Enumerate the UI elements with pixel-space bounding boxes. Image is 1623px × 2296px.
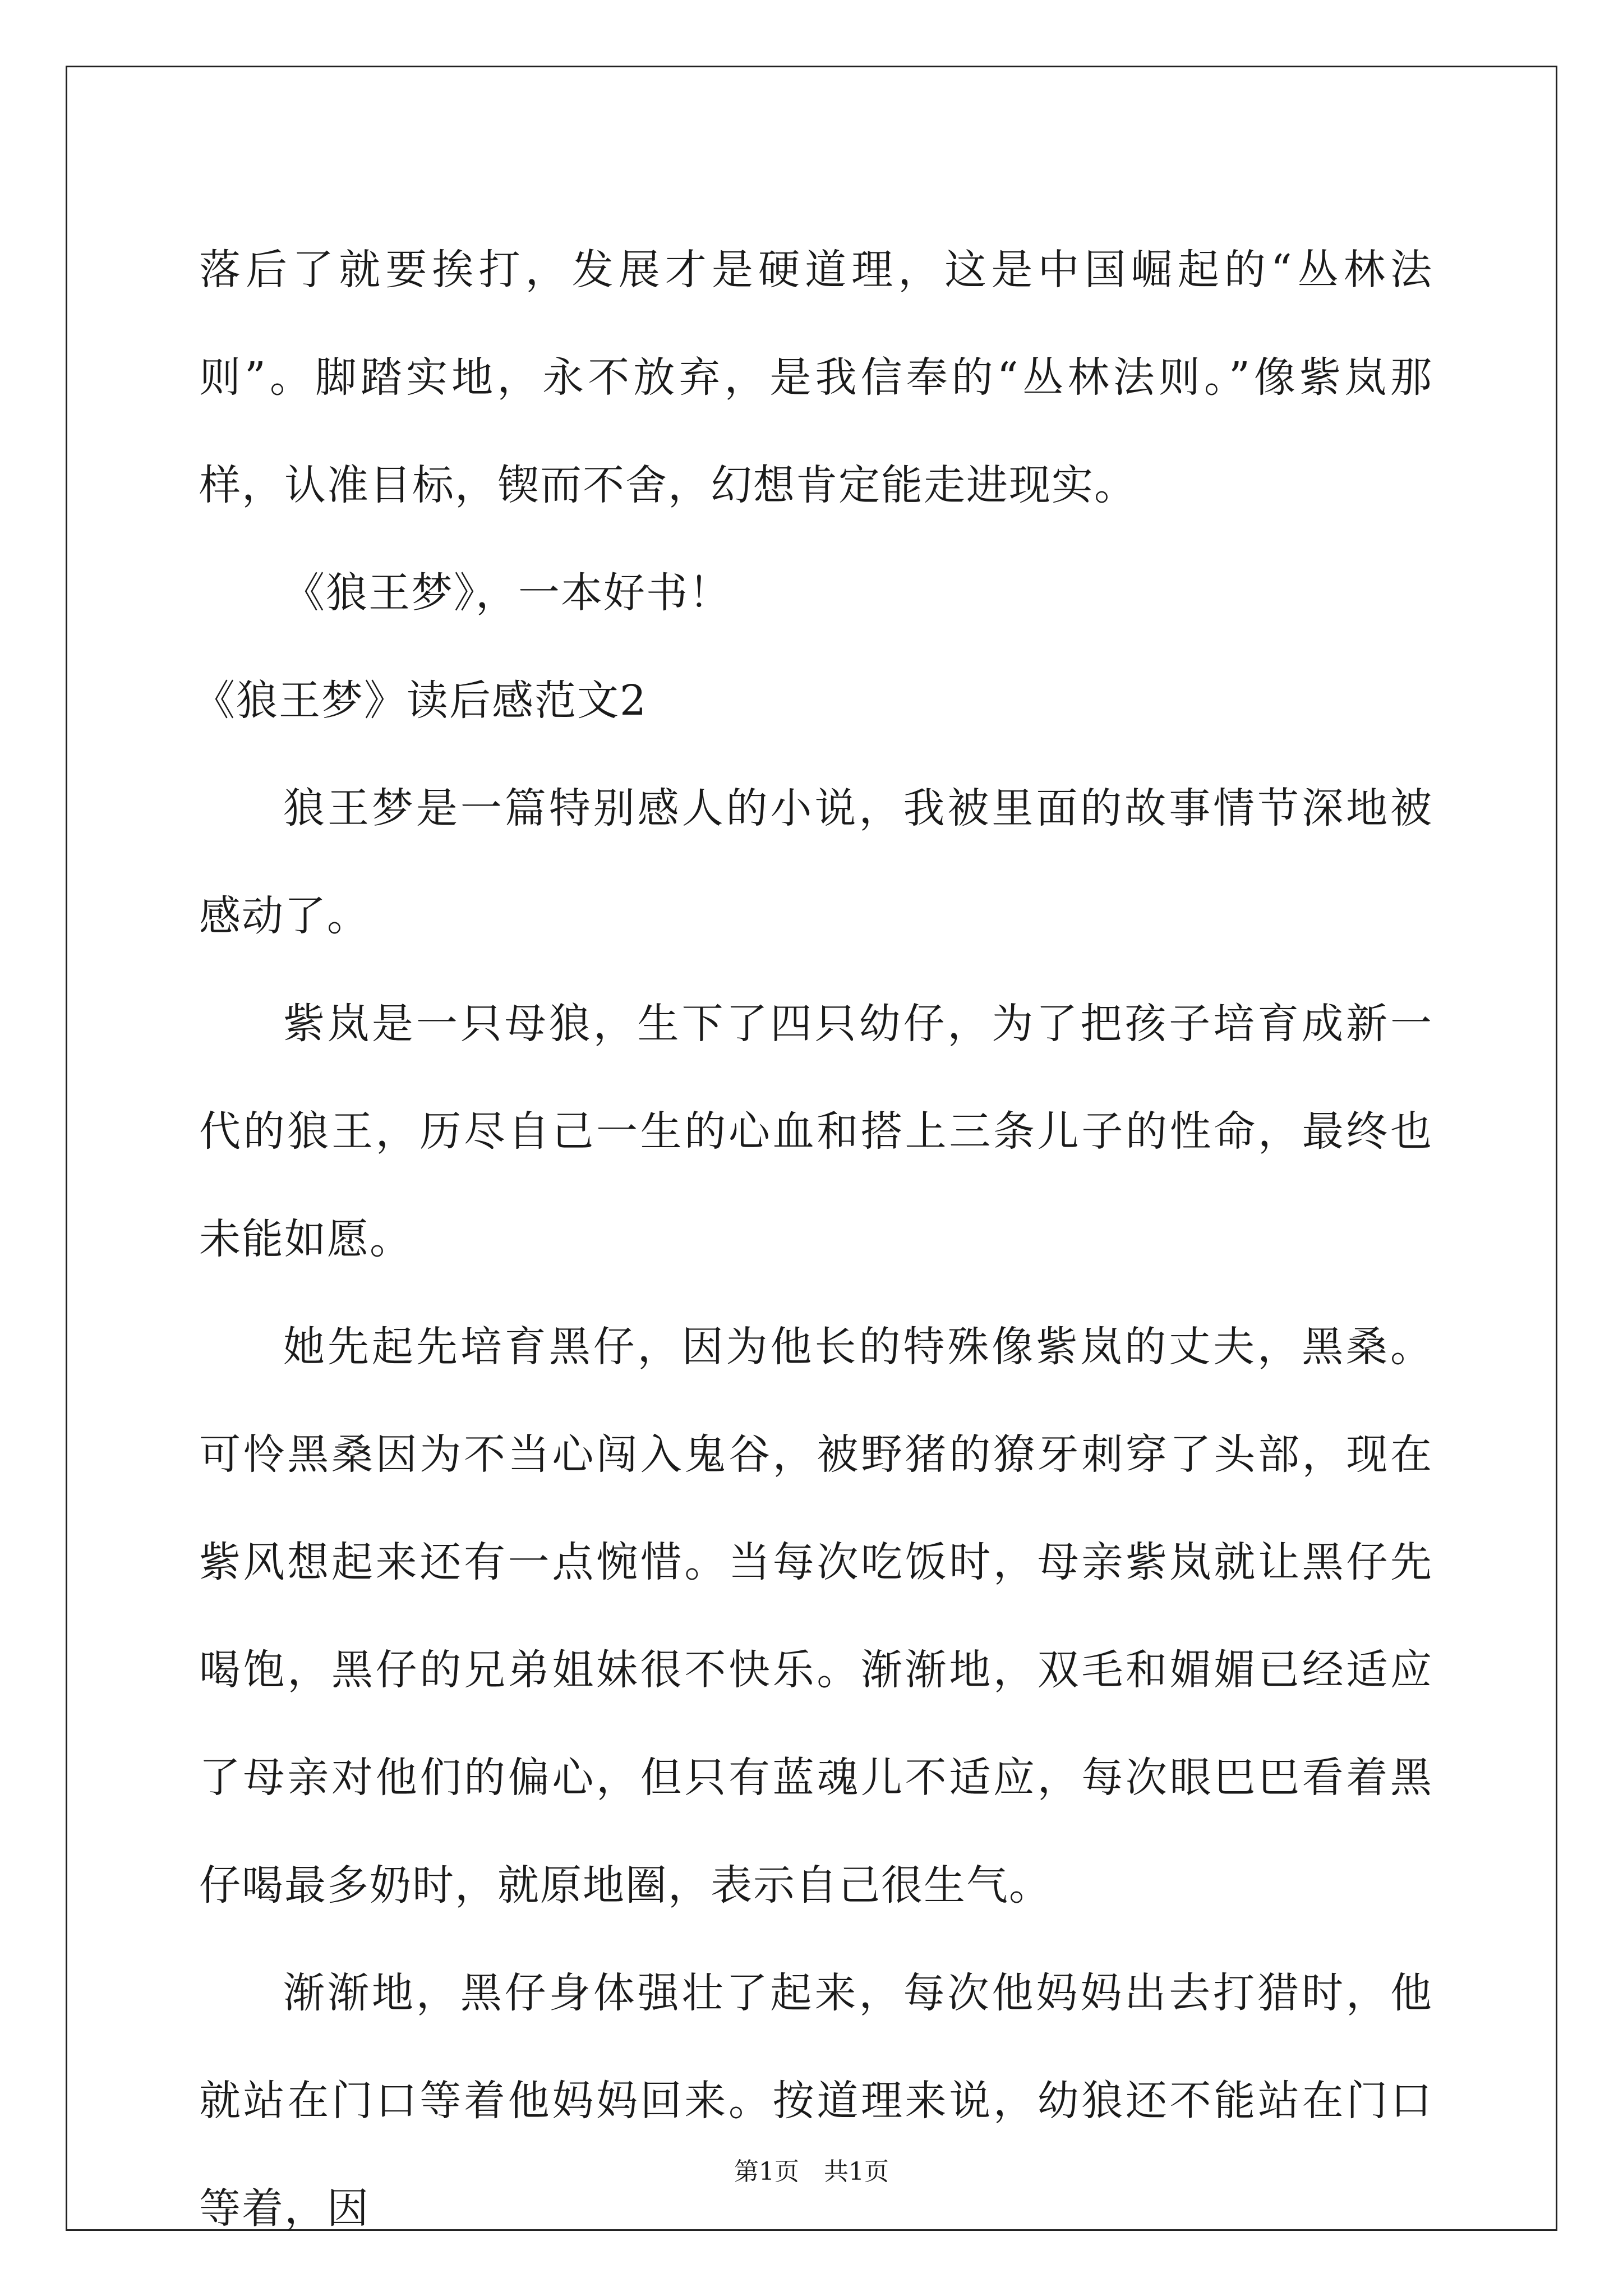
paragraph-5: 她先起先培育黑仔，因为他长的特殊像紫岚的丈夫，黑桑。可怜黑桑因为不当心闯入鬼谷，被野猪的獠牙刺穿了头部，现在紫风想起来还有一点惋惜。当每次吃饭时，母亲紫岚就让黑仔先喝饱，黑仔的兄弟姐妹很不快乐。渐渐地，双毛和媚媚已经适应了母亲对他们的偏心，但只有蓝魂儿不适应，每次眼巴巴看着黑仔喝最多奶时，就原地圈，表示自己很生气。 [199, 1323, 1433, 1910]
document-body [193, 216, 1433, 2262]
paragraph-3: 狼王梦是一篇特别感人的小说，我被里面的故事情节深地被感动了。 [199, 784, 1433, 940]
paragraph-6: 渐渐地，黑仔身体强壮了起来，每次他妈妈出去打猎时，他就站在门口等着他妈妈回来。按道理来说，幼狼还不能站在门口等着，因 [199, 1969, 1433, 2233]
paragraph-1: 落后了就要挨打，发展才是硬道理，这是中国崛起的“丛林法则”。脚踏实地，永不放弃，是我信奉的“丛林法则。”像紫岚那样，认准目标，锲而不舍，幻想肯定能走进现实。 [199, 246, 1433, 509]
paragraph-4: 紫岚是一只母狼，生下了四只幼仔，为了把孩子培育成新一代的狼王，历尽自己一生的心血和搭上三条儿子的性命，最终也未能如愿。 [199, 1000, 1433, 1263]
paragraph-2: 《狼王梦》，一本好书！ [283, 569, 731, 617]
section-heading: 《狼王梦》读后感范文2 [193, 677, 648, 725]
page-number-footer: 第1页 共1页 [734, 2157, 889, 2186]
